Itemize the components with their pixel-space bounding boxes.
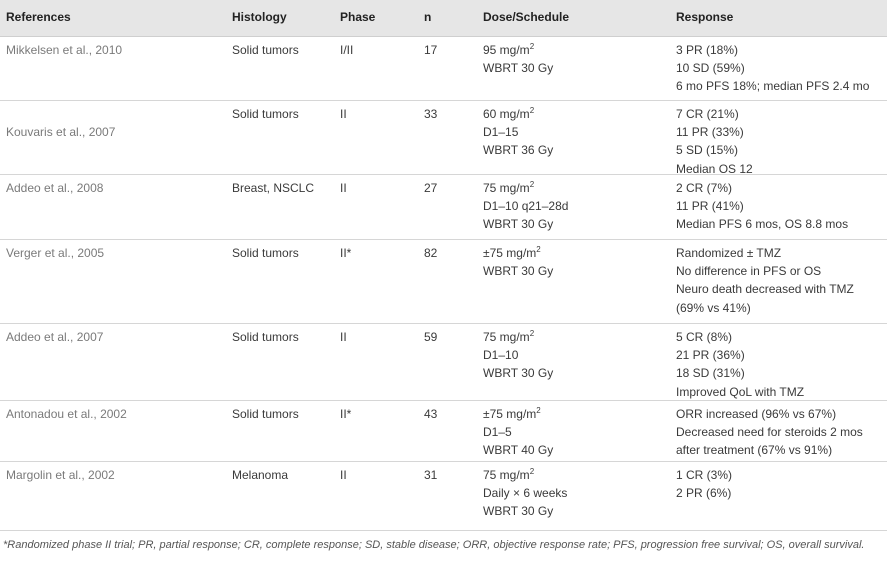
table-header: [0, 0, 887, 37]
reference-cell: Mikkelsen et al., 2010: [6, 43, 123, 57]
response-cell: [676, 179, 848, 234]
reference-cell: Margolin et al., 2002: [6, 468, 115, 482]
dose-line: [483, 59, 553, 77]
dose-cell: [483, 179, 568, 234]
response-line: Improved QoL with TMZ: [676, 384, 805, 399]
dose-text: WBRT 40 Gy: [483, 443, 554, 458]
dose-text: 60 mg/m: [483, 107, 530, 121]
dose-text: ±75 mg/m: [483, 407, 537, 421]
table-row: [0, 401, 887, 462]
response-line: ORR increased (96% vs 67%): [676, 407, 837, 421]
dose-text: D1–15: [483, 125, 519, 140]
dose-cell: [483, 466, 567, 521]
dose-superscript: 2: [529, 467, 535, 476]
dose-line: [483, 405, 553, 423]
histology-cell: Breast, NSCLC: [232, 181, 315, 195]
dose-cell: [483, 405, 553, 460]
dose-superscript: 2: [529, 42, 535, 51]
response-line: after treatment (67% vs 91%): [676, 443, 833, 458]
dose-text: D1–10: [483, 348, 519, 363]
dose-text: D1–5: [483, 425, 512, 440]
dose-line: [483, 262, 553, 280]
histology-cell: Melanoma: [232, 468, 289, 482]
dose-line: [483, 364, 553, 382]
dose-cell: [483, 41, 553, 77]
n-cell: 31: [424, 468, 438, 482]
table-row: [0, 324, 887, 401]
dose-cell: [483, 328, 553, 383]
dose-superscript: 2: [536, 406, 541, 415]
reference-cell: Verger et al., 2005: [6, 246, 105, 260]
dose-line: [483, 123, 553, 141]
n-cell: 82: [424, 246, 438, 260]
table-row: [0, 101, 887, 175]
dose-text: WBRT 30 Gy: [483, 264, 554, 279]
response-cell: [676, 244, 854, 317]
header-histology: Histology: [232, 10, 287, 24]
histology-cell: Solid tumors: [232, 246, 299, 260]
dose-line: [483, 346, 553, 364]
response-line: 6 mo PFS 18%; median PFS 2.4 mo: [676, 79, 870, 94]
n-cell: 27: [424, 181, 438, 195]
reference-cell: Antonadou et al., 2002: [6, 407, 127, 421]
dose-text: 75 mg/m: [483, 181, 530, 195]
phase-cell: II: [340, 468, 347, 482]
phase-cell: II*: [340, 246, 352, 260]
response-cell: [676, 105, 753, 178]
dose-text: WBRT 36 Gy: [483, 143, 554, 158]
dose-superscript: 2: [536, 245, 541, 254]
dose-superscript: 2: [529, 329, 535, 338]
header-dose: Dose/Schedule: [483, 10, 570, 24]
dose-line: [483, 105, 553, 123]
response-line: 5 SD (15%): [676, 143, 739, 158]
dose-text: WBRT 30 Gy: [483, 366, 554, 381]
table-row: [0, 175, 887, 240]
response-cell: [676, 41, 869, 96]
response-line: No difference in PFS or OS: [676, 264, 822, 279]
histology-cell: Solid tumors: [232, 43, 299, 57]
dose-text: 75 mg/m: [483, 330, 530, 344]
response-line: (69% vs 41%): [676, 300, 751, 315]
dose-text: ±75 mg/m: [483, 246, 537, 260]
dose-text: 95 mg/m: [483, 43, 530, 57]
dose-line: [483, 466, 567, 484]
histology-cell: Solid tumors: [232, 407, 299, 421]
dose-text: WBRT 30 Gy: [483, 217, 554, 232]
dose-line: [483, 215, 568, 233]
histology-cell: Solid tumors: [232, 330, 299, 344]
phase-cell: I/II: [340, 43, 354, 57]
response-line: 3 PR (18%): [676, 43, 739, 57]
dose-line: [483, 423, 553, 441]
dose-superscript: 2: [529, 106, 535, 115]
response-line: 11 PR (41%): [676, 199, 744, 214]
header-response: Response: [676, 10, 734, 24]
response-cell: [676, 328, 804, 401]
table-row: [0, 37, 887, 101]
header-phase: Phase: [340, 10, 376, 24]
response-line: 1 CR (3%): [676, 468, 733, 482]
header-n: n: [424, 10, 432, 24]
reference-cell: Addeo et al., 2008: [6, 181, 104, 195]
response-line: Randomized ± TMZ: [676, 246, 782, 260]
dose-superscript: 2: [529, 180, 535, 189]
table-footnote: *Randomized phase II trial; PR, partial response; CR, complete response; SD, stable disease; ORR, objective response rate; PFS, progression free survival; OS, overall survival.: [3, 539, 865, 551]
n-cell: 33: [424, 107, 438, 121]
response-line: 2 CR (7%): [676, 181, 733, 195]
n-cell: 59: [424, 330, 438, 344]
table-row: [0, 462, 887, 531]
table-row: [0, 240, 887, 324]
histology-cell: Solid tumors: [232, 107, 299, 121]
response-line: 18 SD (31%): [676, 366, 745, 381]
dose-text: WBRT 30 Gy: [483, 504, 554, 519]
reference-cell: Addeo et al., 2007: [6, 330, 104, 344]
dose-line: [483, 197, 568, 215]
response-line: 5 CR (8%): [676, 330, 733, 344]
dose-text: D1–10 q21–28d: [483, 199, 569, 214]
response-line: Decreased need for steroids 2 mos: [676, 425, 863, 440]
dose-line: [483, 484, 567, 502]
response-line: Median PFS 6 mos, OS 8.8 mos: [676, 217, 849, 232]
response-line: 2 PR (6%): [676, 486, 732, 501]
phase-cell: II: [340, 181, 347, 195]
n-cell: 17: [424, 43, 438, 57]
dose-text: Daily × 6 weeks: [483, 486, 568, 501]
response-cell: [676, 405, 863, 460]
dose-line: [483, 141, 553, 159]
response-line: 21 PR (36%): [676, 348, 745, 363]
response-line: 10 SD (59%): [676, 61, 745, 76]
dose-line: [483, 328, 553, 346]
phase-cell: II: [340, 107, 347, 121]
dose-line: [483, 502, 567, 520]
response-cell: [676, 466, 732, 502]
dose-line: [483, 441, 553, 459]
dose-line: [483, 179, 568, 197]
phase-cell: II*: [340, 407, 352, 421]
dose-cell: [483, 105, 553, 160]
dose-line: [483, 41, 553, 59]
reference-cell: Kouvaris et al., 2007: [6, 125, 116, 139]
response-line: 7 CR (21%): [676, 107, 739, 121]
dose-text: 75 mg/m: [483, 468, 530, 482]
dose-cell: [483, 244, 553, 280]
header-references: References: [6, 10, 71, 24]
dose-text: WBRT 30 Gy: [483, 61, 554, 76]
response-line: Neuro death decreased with TMZ: [676, 282, 854, 297]
dose-line: [483, 244, 553, 262]
response-line: 11 PR (33%): [676, 125, 744, 140]
response-line: Median OS 12: [676, 161, 753, 176]
n-cell: 43: [424, 407, 438, 421]
phase-cell: II: [340, 330, 347, 344]
